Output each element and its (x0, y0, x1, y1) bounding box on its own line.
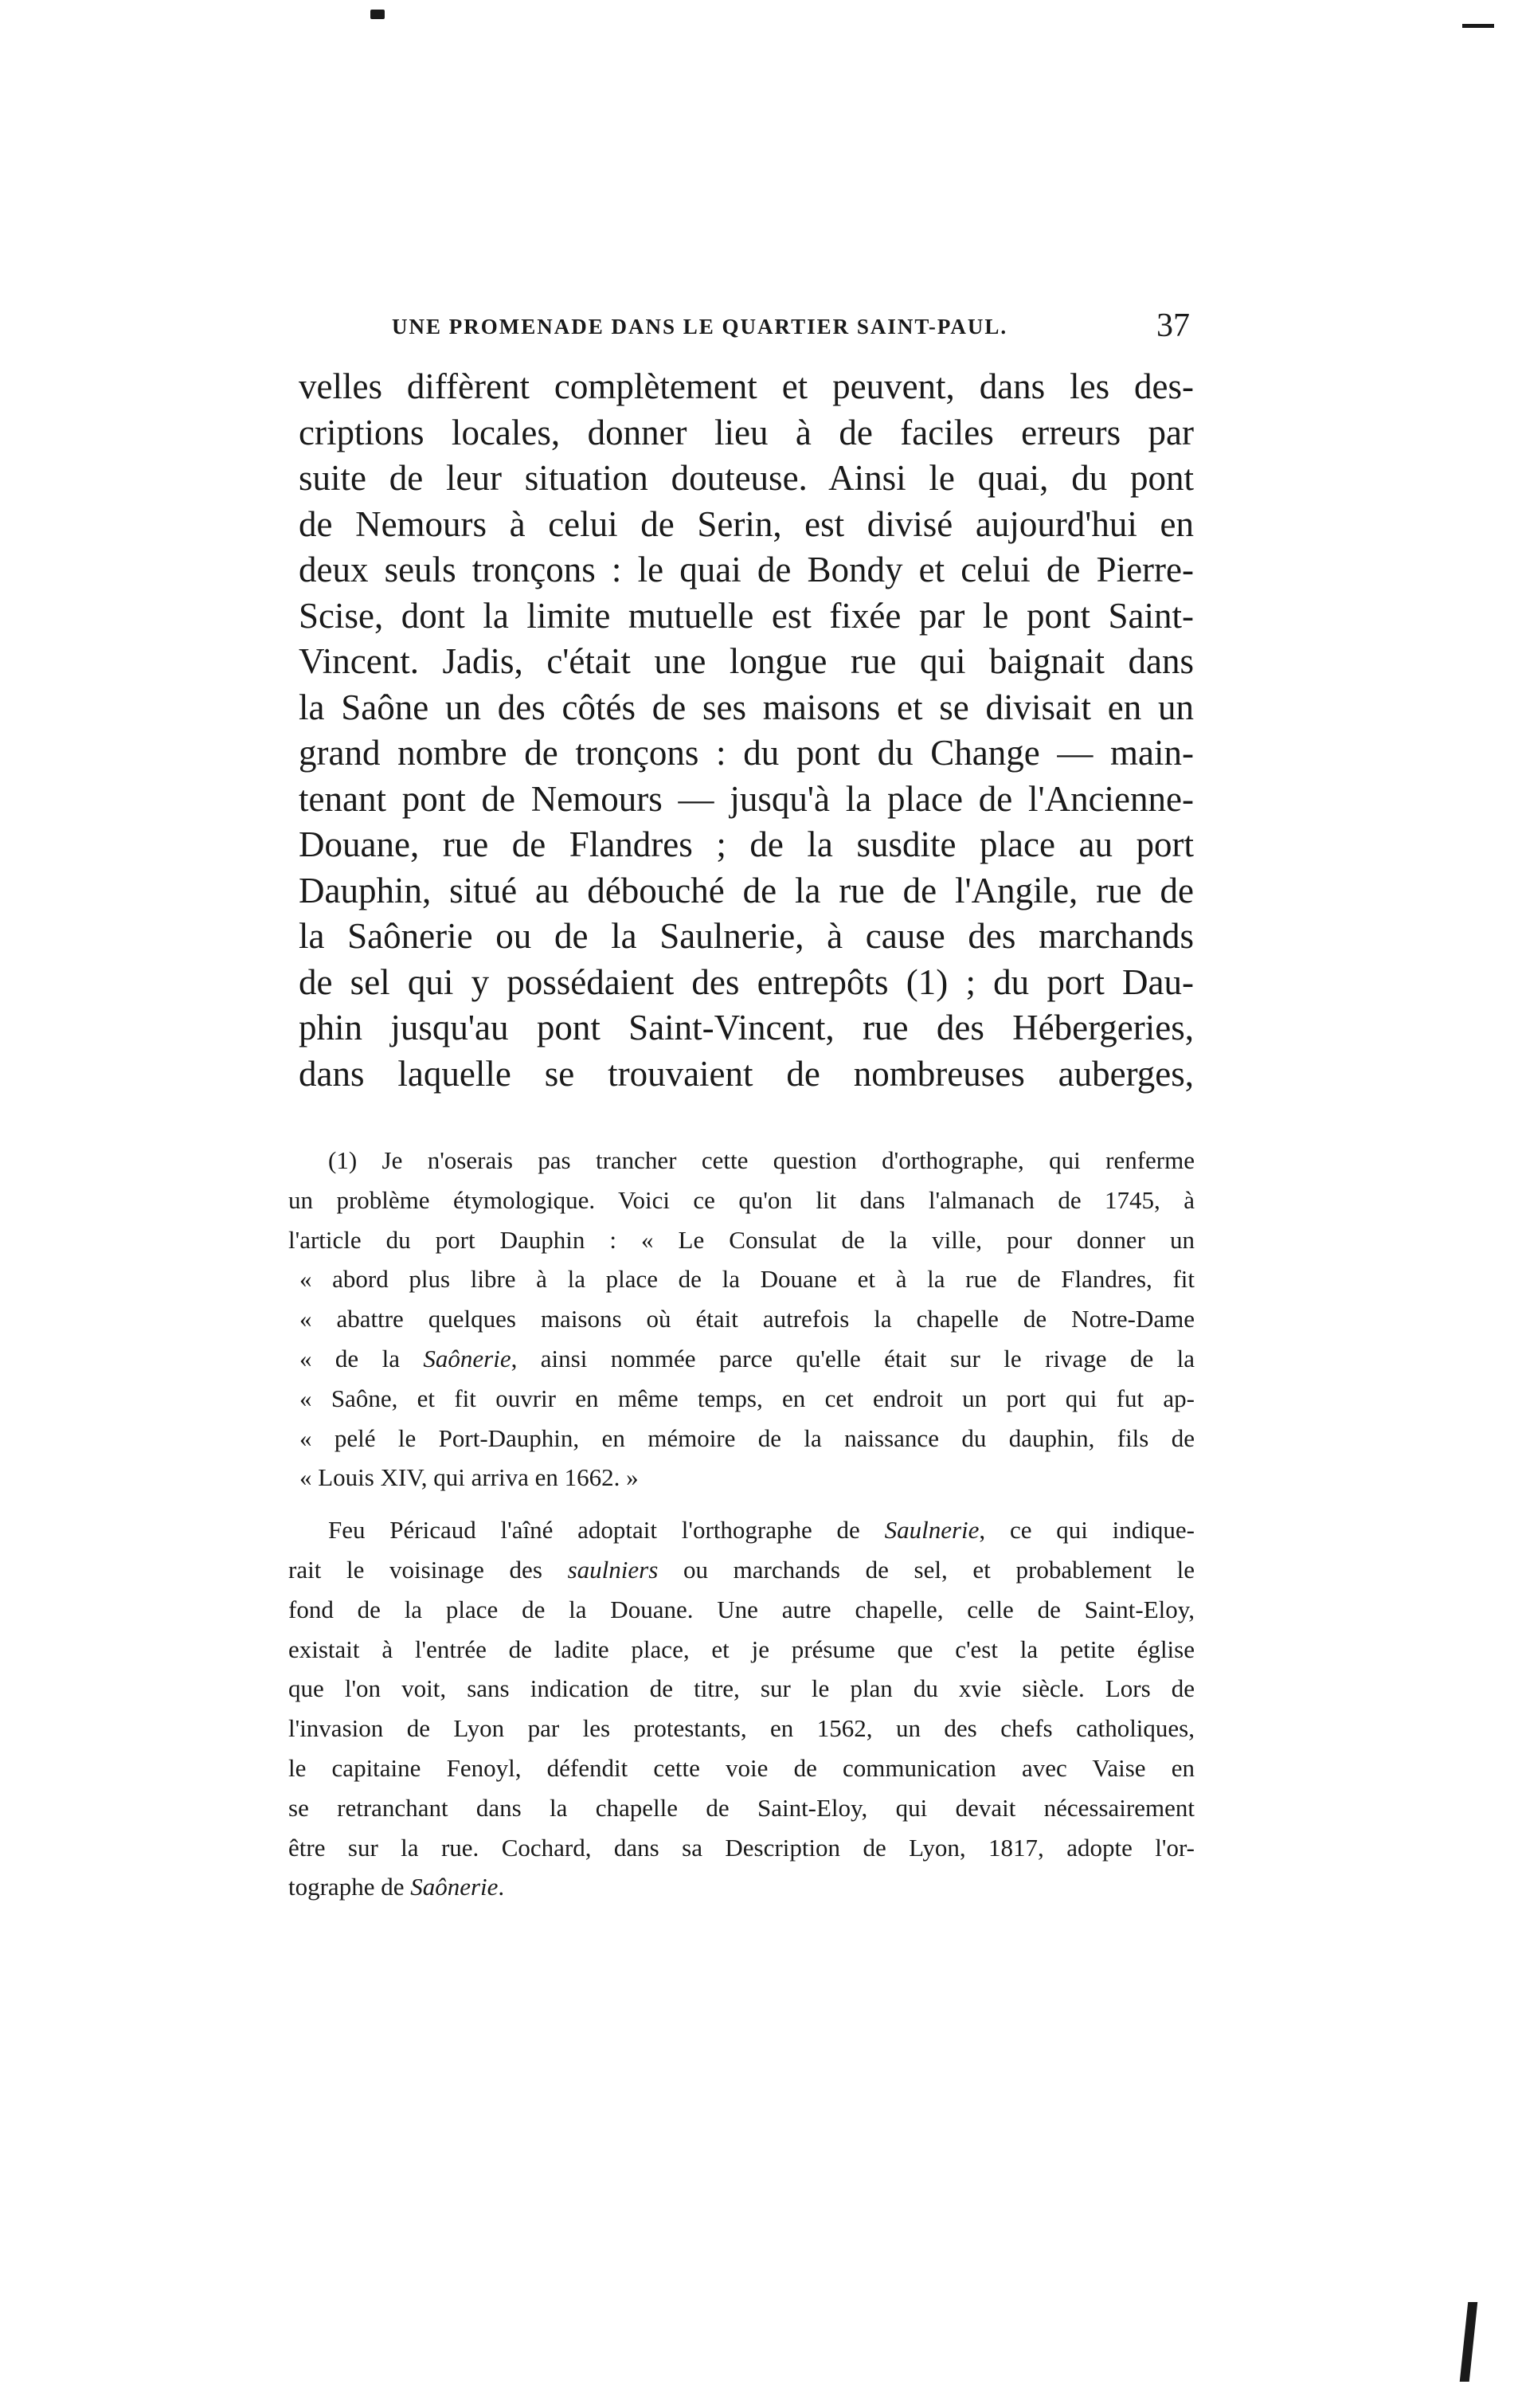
footnote-italic: saulniers (567, 1555, 659, 1584)
print-mark (370, 10, 385, 19)
footnote-line: être sur la rue. Cochard, dans sa Description de Lyon, 1817, adopte l'or- (288, 1833, 1195, 1862)
footnote-text: Feu Péricaud l'aîné adoptait l'orthographe de (328, 1516, 885, 1545)
text-line: Douane, rue de Flandres ; de la susdite place au port (299, 824, 1194, 864)
footnote-italic: Saônerie (423, 1344, 511, 1372)
text-line: grand nombre de tronçons : du pont du Change — main- (299, 733, 1194, 773)
footnote-2 (288, 1510, 1195, 1907)
footnote-text: tographe de (288, 1873, 411, 1901)
footnote-line: un problème étymologique. Voici ce qu'on lit dans l'almanach de 1745, à (288, 1185, 1195, 1214)
footnote-italic: Saulnerie (884, 1516, 980, 1545)
text-line: Vincent. Jadis, c'était une longue rue qui baignait dans (299, 641, 1194, 681)
footnote-line (288, 1339, 1195, 1379)
text-line: suite de leur situation douteuse. Ainsi le quai, du pont (299, 458, 1194, 498)
footnote-text: , ce qui indique- (979, 1516, 1195, 1545)
text-line: de sel qui y possédaient des entrepôts (1) ; du port Dau- (299, 961, 1194, 1002)
footnote-text: , ainsi nommée parce qu'elle était sur le rivage de la (511, 1344, 1195, 1372)
print-mark (1460, 2302, 1478, 2382)
footnote-line: l'article du port Dauphin : « Le Consulat de la ville, pour donner un (288, 1225, 1195, 1254)
footnote-line (288, 1867, 1195, 1907)
footnote-line: que l'on voit, sans indication de titre, sur le plan du xvie siècle. Lors de (288, 1674, 1195, 1703)
footnote-line: « abord plus libre à la place de la Douane et à la rue de Flandres, fit (299, 1265, 1195, 1294)
text-line: Scise, dont la limite mutuelle est fixée par le pont Saint- (299, 595, 1194, 636)
footnote-text: rait le voisinage des (288, 1555, 568, 1584)
text-line: la Saône un des côtés de ses maisons et se divisait en un (299, 687, 1194, 727)
footnote-text: « de la (299, 1344, 424, 1372)
text-line: phin jusqu'au pont Saint-Vincent, rue des Hébergeries, (299, 1008, 1194, 1047)
text-line: criptions locales, donner lieu à de faciles erreurs par (299, 412, 1194, 452)
footnote-italic: Saônerie (410, 1873, 499, 1901)
footnote-line: (1) Je n'oserais pas trancher cette question d'orthographe, qui renferme (328, 1146, 1195, 1174)
footnote-text: ou marchands de sel, et probablement le (658, 1555, 1195, 1584)
text-line: tenant pont de Nemours — jusqu'à la place de l'Ancienne- (299, 778, 1194, 819)
footnote-line (288, 1510, 1195, 1550)
text-line: la Saônerie ou de la Saulnerie, à cause des marchands (299, 916, 1194, 956)
footnote-line (288, 1550, 1195, 1590)
text-line: de Nemours à celui de Serin, est divisé aujourd'hui en (299, 503, 1194, 544)
print-mark (1462, 24, 1494, 28)
footnote-line: le capitaine Fenoyl, défendit cette voie de communication avec Vaise en (288, 1753, 1195, 1782)
body-text (299, 364, 1194, 1097)
running-head: UNE PROMENADE DANS LE QUARTIER SAINT-PAUL. (392, 315, 1008, 339)
footnote-line: « pelé le Port-Dauphin, en mémoire de la naissance du dauphin, fils de (299, 1423, 1195, 1452)
text-line: Dauphin, situé au débouché de la rue de l'Angile, rue de (299, 870, 1194, 910)
footnote-line: existait à l'entrée de ladite place, et je présume que c'est la petite église (288, 1635, 1195, 1663)
text-line: velles diffèrent complètement et peuvent, dans les des- (299, 366, 1194, 406)
footnote-text: . (498, 1873, 505, 1901)
footnotes (288, 1141, 1195, 1907)
footnote-1 (288, 1141, 1195, 1498)
footnote-line: fond de la place de la Douane. Une autre chapelle, celle de Saint-Eloy, (288, 1595, 1195, 1623)
footnote-line: se retranchant dans la chapelle de Saint-Eloy, qui devait nécessairement (288, 1793, 1195, 1822)
page-number: 37 (1156, 307, 1190, 344)
text-line: deux seuls tronçons : le quai de Bondy et celui de Pierre- (299, 550, 1194, 589)
footnote-line: « abattre quelques maisons où était autrefois la chapelle de Notre-Dame (299, 1305, 1195, 1333)
page-header (392, 305, 1190, 353)
text-line: dans laquelle se trouvaient de nombreuses auberges, (299, 1053, 1194, 1094)
footnote-line: « Louis XIV, qui arriva en 1662. » (299, 1463, 639, 1492)
footnote-line: « Saône, et fit ouvrir en même temps, en cet endroit un port qui fut ap- (299, 1384, 1195, 1412)
footnote-line: l'invasion de Lyon par les protestants, en 1562, un des chefs catholiques, (288, 1714, 1195, 1743)
